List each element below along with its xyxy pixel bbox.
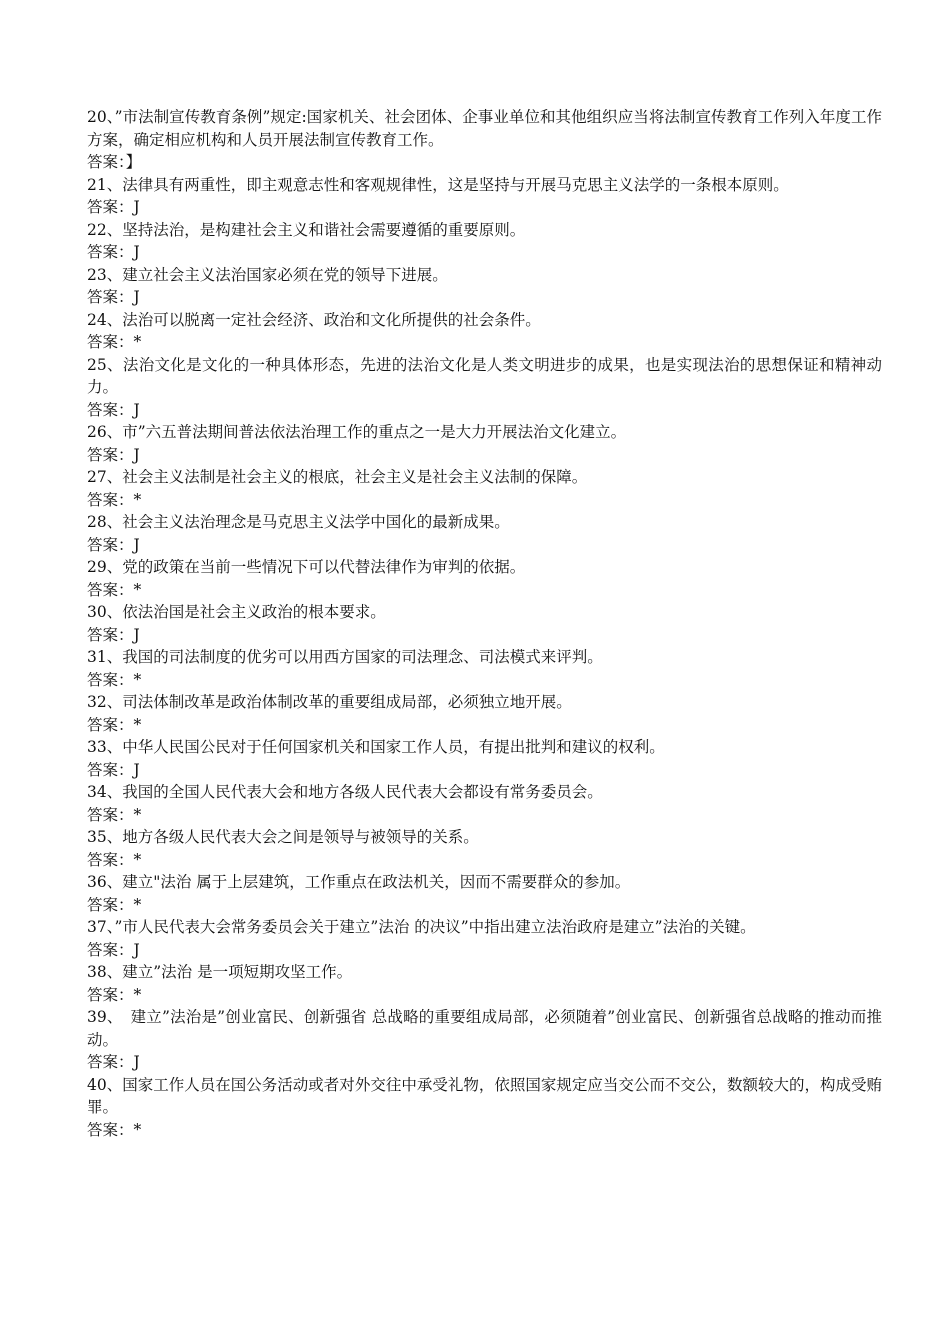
question-text: 40、国家工作人员在国公务活动或者对外交往中承受礼物，依照国家规定应当交公而不交公，数额较大的，构成受贿罪。 (87, 1075, 882, 1116)
qa-item (87, 106, 882, 174)
answer-text: 答案：J (87, 940, 140, 959)
question-text: 20、”市法制宣传教育条例”规定:国家机关、社会团体、企事业单位和其他组织应当将法制宣传教育工作列入年度工作方案，确定相应机构和人员开展法制宣传教育工作。 (87, 108, 882, 149)
question-text: 23、建立社会主义法治国家必须在党的领导下进展。 (87, 265, 448, 284)
question-text: 38、建立”法治 是一项短期攻坚工作。 (87, 963, 353, 981)
answer-text: 答案：J (87, 1053, 140, 1071)
qa-item (87, 354, 882, 422)
answer-text: 答案：】 (87, 153, 142, 171)
answer-text: 答案：* (87, 895, 142, 914)
question-text: 37、”市人民代表大会常务委员会关于建立”法治 的决议”中指出建立法治政府是建立”法治的关键。 (87, 918, 756, 936)
qa-item (87, 961, 882, 1006)
qa-item (87, 466, 882, 511)
qa-item (87, 871, 882, 916)
question-text: 22、坚持法治，是构建社会主义和谐社会需要遵循的重要原则。 (87, 220, 526, 239)
question-text: 24、法治可以脱离一定社会经济、政治和文化所提供的社会条件。 (87, 310, 541, 329)
qa-item (87, 691, 882, 736)
answer-text: 答案：J (87, 400, 140, 419)
question-text: 26、市”六五普法期间普法依法治理工作的重点之一是大力开展法治文化建立。 (87, 423, 627, 441)
question-text: 33、中华人民国公民对于任何国家机关和国家工作人员，有提出批判和建议的权利。 (87, 738, 665, 756)
question-text: 27、社会主义法制是社会主义的根底，社会主义是社会主义法制的保障。 (87, 468, 588, 486)
answer-text: 答案：J (87, 625, 140, 644)
qa-item (87, 309, 882, 354)
question-text: 34、我国的全国人民代表大会和地方各级人民代表大会都设有常务委员会。 (87, 783, 603, 801)
qa-item (87, 556, 882, 601)
question-text: 25、法治文化是文化的一种具体形态，先进的法治文化是人类文明进步的成果，也是实现法治的思想保证和精神动力。 (87, 355, 882, 396)
qa-item (87, 264, 882, 309)
answer-text: 答案：* (87, 715, 142, 734)
qa-item (87, 826, 882, 871)
qa-item (87, 511, 882, 556)
answer-text: 答案：J (87, 535, 140, 554)
answer-text: 答案：* (87, 580, 142, 599)
question-text: 39、 建立”法治是”创业富民、创新强省 总战略的重要组成局部，必须随着”创业富民、创新强省总战略的推动而推动。 (87, 1008, 882, 1049)
question-text: 35、地方各级人民代表大会之间是领导与被领导的关系。 (87, 828, 479, 846)
answer-text: 答案：J (87, 288, 140, 306)
document-page (87, 106, 882, 1141)
question-text: 21、法律具有两重性，即主观意志性和客观规律性，这是坚持与开展马克思主义法学的一条根本原则。 (87, 175, 789, 194)
question-text: 36、建立"法治 属于上层建筑，工作重点在政法机关，因而不需要群众的参加。 (87, 873, 631, 891)
question-text: 32、司法体制改革是政治体制改革的重要组成局部，必须独立地开展。 (87, 693, 572, 711)
question-text: 31、我国的司法制度的优劣可以用西方国家的司法理念、司法模式来评判。 (87, 648, 603, 666)
answer-text: 答案：J (87, 198, 140, 216)
qa-item (87, 916, 882, 961)
answer-text: 答案：* (87, 805, 142, 824)
answer-text: 答案：* (87, 490, 142, 509)
qa-item (87, 174, 882, 219)
qa-item (87, 1074, 882, 1142)
qa-item (87, 219, 882, 264)
answer-text: 答案：* (87, 333, 142, 351)
qa-item (87, 781, 882, 826)
answer-text: 答案：J (87, 445, 140, 464)
question-text: 29、党的政策在当前一些情况下可以代替法律作为审判的依据。 (87, 558, 526, 576)
answer-text: 答案：* (87, 985, 142, 1004)
question-text: 28、社会主义法治理念是马克思主义法学中国化的最新成果。 (87, 513, 510, 531)
qa-item (87, 1006, 882, 1074)
qa-item (87, 646, 882, 691)
qa-item (87, 421, 882, 466)
answer-text: 答案：* (87, 850, 142, 869)
question-text: 30、依法治国是社会主义政治的根本要求。 (87, 603, 386, 621)
answer-text: 答案：* (87, 670, 142, 689)
answer-text: 答案：J (87, 760, 140, 779)
answer-text: 答案：* (87, 1120, 142, 1139)
qa-item (87, 736, 882, 781)
answer-text: 答案：J (87, 243, 140, 261)
qa-item (87, 601, 882, 646)
